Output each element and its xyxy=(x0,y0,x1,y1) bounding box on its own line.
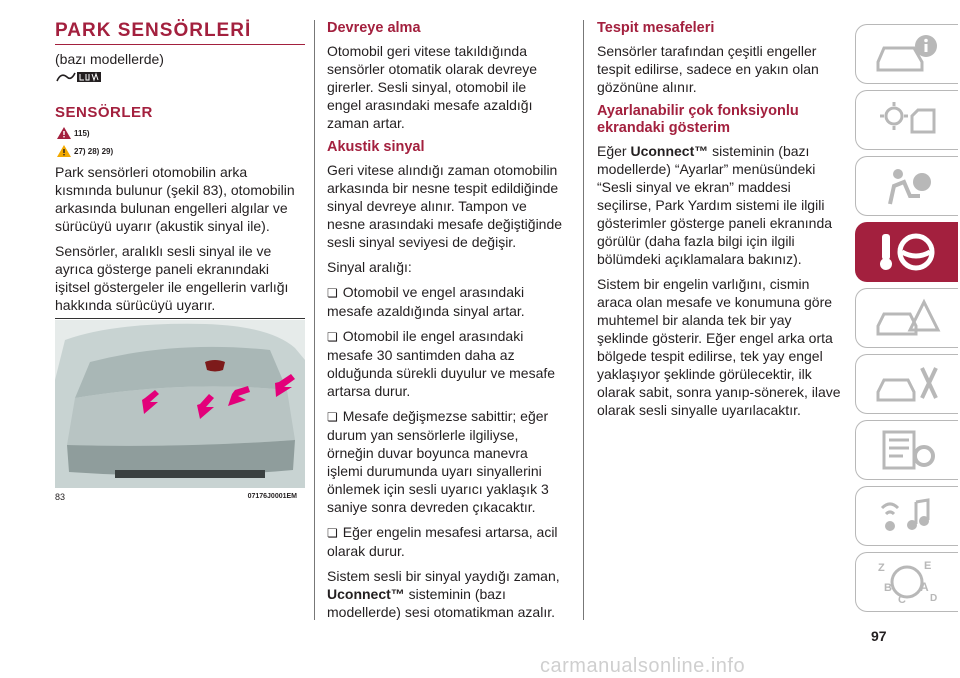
key-steering-wheel-icon xyxy=(872,230,942,274)
multimedia-icon xyxy=(872,494,942,538)
column-divider xyxy=(314,20,315,620)
tab-maintenance[interactable] xyxy=(855,354,958,414)
chapter-tabs xyxy=(855,24,958,618)
warning-refs-2: 27) 28) 29) xyxy=(74,146,114,156)
text-run: Eğer xyxy=(597,143,631,159)
figure-number: 83 xyxy=(55,492,66,502)
figure-rule xyxy=(55,318,305,319)
tab-multimedia[interactable] xyxy=(855,486,958,546)
tab-specifications[interactable] xyxy=(855,420,958,480)
heading-activation: Devreye alma xyxy=(327,20,421,36)
bullet-item: ❏ Eğer engelin mesafesi artarsa, acil olarak durur. xyxy=(327,523,563,560)
car-tools-icon xyxy=(872,362,942,406)
paragraph xyxy=(597,142,842,268)
heading-detection-distance: Tespit mesafeleri xyxy=(597,20,715,36)
figure-car-rear-sensors xyxy=(55,320,305,488)
text-run: Sistem sesli bir sinyal yaydığı zaman, xyxy=(327,568,560,584)
paragraph: Park sensörleri otomobilin arka kısmında bulunur (şekil 83), otomobilin arkasında bulunan engelleri algılar ve sürücüyü uyarır (akustik sinyal ile). xyxy=(55,164,295,234)
text-run: sisteminin (bazı modellerde) sesi otomatikman azalır. xyxy=(327,586,555,620)
tab-starting-driving[interactable] xyxy=(855,222,958,282)
index-icon xyxy=(872,557,942,607)
brand-name: Uconnect™ xyxy=(630,143,709,159)
figure-caption xyxy=(55,492,305,502)
paragraph: Otomobil geri vitese takıldığında sensörler otomatik olarak devreye girerler. Sesli sinyal, otomobil ile engel arasındaki mesafe azaldığı zaman artar. xyxy=(327,43,538,131)
svg-text:Z: Z xyxy=(878,562,885,574)
warning-refs-1: 115) xyxy=(74,128,90,138)
page-title: PARK SENSÖRLERİ xyxy=(55,20,305,45)
subtitle: (bazı modellerde) xyxy=(55,51,164,67)
elum-logo-icon xyxy=(55,69,105,85)
paragraph: Sinyal aralığı: xyxy=(327,259,412,275)
heading-acoustic-signal: Akustik sinyal xyxy=(327,139,425,155)
text-run: sisteminin (bazı modellerde) “Ayarlar” menüsündeki “Sesli sinyal ve ekran” maddesi seçilirse, Park Yardım sistemi ile ilgili gösterimler gösterge paneli ekranında görülür (daha fazla bilgi için ilgili bölümdeki açıklamalara bakınız). xyxy=(597,143,833,267)
paragraph: Sensörler, aralıklı sesli sinyal ile ve ayrıca gösterge paneli ekranındaki işitsel göstergeler ile engellerin varlığı hakkında sürücüyü uyarır. xyxy=(55,243,289,313)
tab-airbag-safety[interactable] xyxy=(855,156,958,216)
svg-text:E: E xyxy=(924,560,932,572)
tab-emergency[interactable] xyxy=(855,288,958,348)
column-divider xyxy=(583,20,584,620)
figure-code: 07176J0001EM xyxy=(247,493,297,500)
watermark: carmanualsonline.info xyxy=(540,655,746,677)
paragraph: Sistem bir engelin varlığını, cismin araca olan mesafe ve konumuna göre muhtemel bir alanda tek bir yay şeklinde gösterir. Eğer engel arka orta bölgede tespit edilirse, tek yay engel yaklaşıyor şeklinde görülecektir, ilk olarak sabit, sonra yanıp-sönerek, ilave olarak sesli sinyalle uyarılacaktır. xyxy=(597,276,841,418)
car-warning-icon xyxy=(872,296,942,340)
tab-car-info[interactable] xyxy=(855,24,958,84)
paragraph: Sensörler tarafından çeşitli engeller tespit edilirse, sadece en yakın olan gözönüne alınır. xyxy=(597,43,819,95)
tab-index[interactable] xyxy=(855,552,958,612)
bullet-item: ❏ Otomobil ve engel arasındaki mesafe azaldığında sinyal artar. xyxy=(327,283,563,320)
car-info-icon xyxy=(872,32,942,76)
caution-triangle-icon xyxy=(57,145,71,157)
paragraph: Geri vitese alındığı zaman otomobilin arkasında bir nesne tespit edildiğinde sinyal devreye alınır. Tampon ve nesne arasındaki mesafe değiştiğinde sesli sinyal seviyesi de değişir. xyxy=(327,162,563,250)
svg-text:C: C xyxy=(898,594,906,606)
column-right xyxy=(597,20,842,426)
warning-triangle-icon xyxy=(57,127,71,139)
brand-name: Uconnect™ xyxy=(327,586,405,602)
svg-text:A: A xyxy=(920,580,929,594)
paragraph xyxy=(327,567,563,621)
section-title: SENSÖRLER xyxy=(55,104,153,121)
airbag-safety-icon xyxy=(872,164,942,208)
heading-display: Ayarlanabilir çok fonksiyonlu ekrandaki gösterim xyxy=(597,103,799,136)
column-middle xyxy=(327,20,563,628)
page-number: 97 xyxy=(871,628,887,644)
column-left xyxy=(55,20,305,321)
svg-text:D: D xyxy=(930,593,938,604)
specifications-icon xyxy=(872,428,942,472)
warning-lights-icon xyxy=(872,98,942,142)
bullet-item: ❏ Otomobil ile engel arasındaki mesafe 30 santimden daha az olduğunda sürekli duyulur ve mesafe artarsa durur. xyxy=(327,327,563,400)
bullet-item: ❏ Mesafe değişmezse sabittir; eğer durum yan sensörlerle ilgiliyse, örneğin duvar boyunca manevra işlemi durumunda uyarı sinyallerini önlemek için sesli uyarıcı yaklaşık 3 saniye sonra devreden çıkacaktır. xyxy=(327,407,563,516)
tab-warning-lights[interactable] xyxy=(855,90,958,150)
warning-note-2 xyxy=(57,145,305,157)
warning-note-1 xyxy=(57,127,305,139)
svg-text:B: B xyxy=(884,582,892,594)
